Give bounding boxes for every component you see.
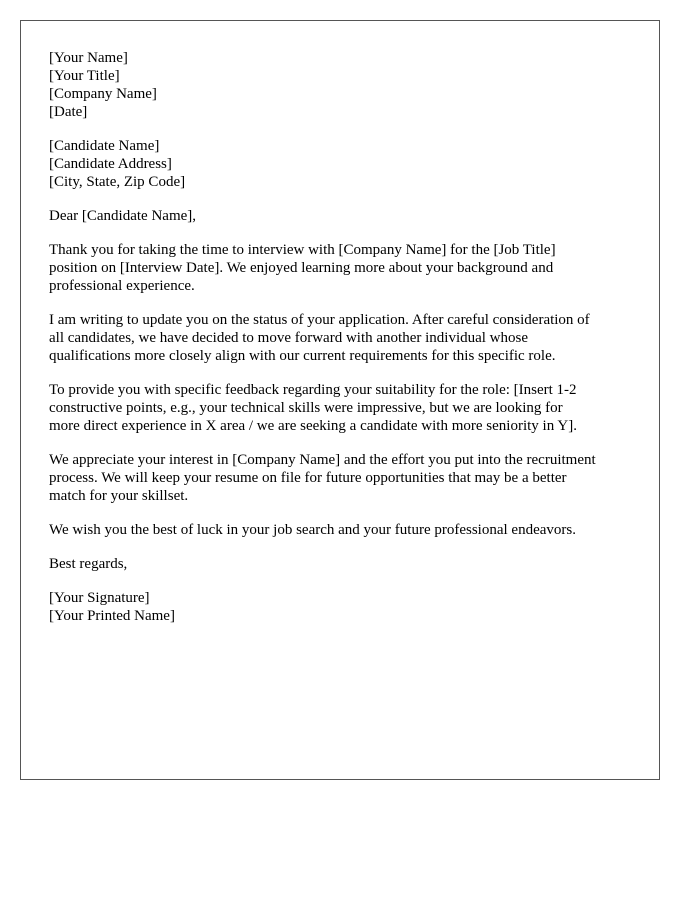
paragraph-line: process. We will keep your resume on file for future opportunities that may be a better bbox=[49, 470, 567, 486]
sender-block bbox=[49, 49, 641, 121]
paragraph-appreciation bbox=[49, 451, 641, 505]
paragraph-line: all candidates, we have decided to move forward with another individual whose bbox=[49, 330, 529, 346]
recipient-address: [Candidate Address] bbox=[49, 156, 172, 172]
paragraph-line: We appreciate your interest in [Company Name] and the effort you put into the recruitment bbox=[49, 452, 596, 468]
paragraph-line: constructive points, e.g., your technical skills were impressive, but we are looking for bbox=[49, 400, 563, 416]
closing: Best regards, bbox=[49, 556, 128, 572]
recipient-city-state-zip: [City, State, Zip Code] bbox=[49, 174, 186, 190]
paragraph-line: qualifications more closely align with our current requirements for this specific role. bbox=[49, 348, 556, 364]
paragraph-line: We wish you the best of luck in your job search and your future professional endeavors. bbox=[49, 522, 576, 538]
recipient-name: [Candidate Name] bbox=[49, 138, 160, 154]
paragraph-line: match for your skillset. bbox=[49, 488, 189, 504]
letter-date: [Date] bbox=[49, 104, 88, 120]
paragraph-line: more direct experience in X area / we are seeking a candidate with more seniority in Y]. bbox=[49, 418, 577, 434]
paragraph-line: To provide you with specific feedback regarding your suitability for the role: [Insert 1-2 bbox=[49, 382, 577, 398]
sender-title: [Your Title] bbox=[49, 68, 120, 84]
paragraph-interview-thanks bbox=[49, 241, 641, 295]
paragraph-line: Thank you for taking the time to interview with [Company Name] for the [Job Title] bbox=[49, 242, 556, 258]
sender-name: [Your Name] bbox=[49, 50, 128, 66]
recipient-block bbox=[49, 137, 641, 191]
paragraph-line: position on [Interview Date]. We enjoyed learning more about your background and bbox=[49, 260, 554, 276]
letter-content bbox=[49, 49, 641, 641]
signature-block bbox=[49, 589, 641, 625]
sender-company: [Company Name] bbox=[49, 86, 157, 102]
printed-name: [Your Printed Name] bbox=[49, 608, 175, 624]
paragraph-status-update bbox=[49, 311, 641, 365]
paragraph-line: professional experience. bbox=[49, 278, 195, 294]
signature-line: [Your Signature] bbox=[49, 590, 150, 606]
salutation: Dear [Candidate Name], bbox=[49, 208, 197, 224]
letter-page bbox=[20, 20, 660, 780]
paragraph-well-wishes bbox=[49, 521, 641, 539]
paragraph-feedback bbox=[49, 381, 641, 435]
paragraph-line: I am writing to update you on the status of your application. After careful consideration of bbox=[49, 312, 590, 328]
